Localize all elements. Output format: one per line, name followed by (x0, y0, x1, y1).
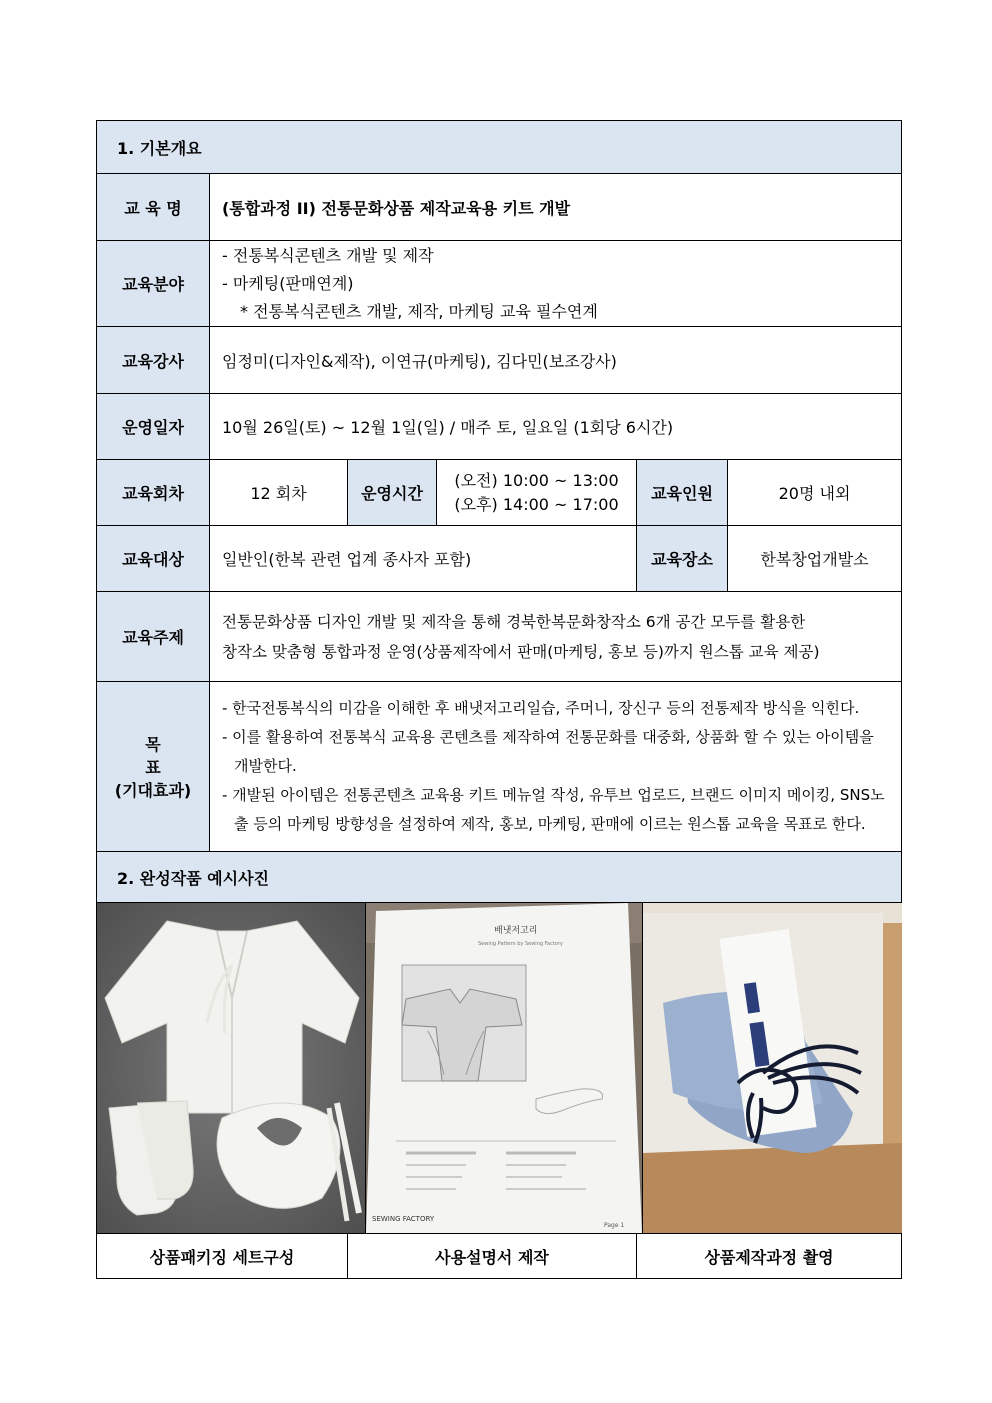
dates-value: 10월 26일(토) ~ 12월 1일(일) / 매주 토, 일요일 (1회당 6시간) (210, 394, 902, 460)
course-name-value: (통합과정 II) 전통문화상품 제작교육용 키트 개발 (210, 174, 902, 241)
field-value (210, 241, 902, 327)
label-goal (97, 682, 210, 852)
sheet-title: 배냇저고리 (494, 926, 538, 936)
product-box-illustration (643, 903, 902, 1233)
goal-label: 목 표 (145, 735, 185, 777)
instructor-value: 임정미(디자인&제작), 이연규(마케팅), 김다민(보조강사) (210, 327, 902, 394)
hours-value (437, 460, 637, 526)
goal-item: - 한국전통복식의 미감을 이해한 후 배냇저고리일습, 주머니, 장신구 등의 전통제작 방식을 익힌다. (222, 699, 860, 717)
target-value: 일반인(한복 관련 업계 종사자 포함) (210, 526, 637, 592)
hours-am: (오전) 10:00 ~ 13:00 (454, 470, 619, 490)
label-target: 교육대상 (97, 526, 210, 592)
section-title-overview: 1. 기본개요 (97, 121, 902, 174)
goal-item: - 개발된 아이템은 전통콘텐츠 교육용 키트 메뉴얼 작성, 유투브 업로드, 브랜드 이미지 메이킹, SNS노출 등의 마케팅 방향성을 설정하여 제작, 홍보, 마케팅, 판매에 이르는 원스톱 교육을 목표로 한다. (222, 786, 885, 833)
baby-garment-illustration (97, 903, 365, 1233)
goal-sublabel: (기대효과) (114, 781, 192, 800)
caption-package-set: 상품패키징 세트구성 (97, 1234, 348, 1279)
label-dates: 운영일자 (97, 394, 210, 460)
place-value: 한복창업개발소 (728, 526, 902, 592)
label-field: 교육분야 (97, 241, 210, 327)
label-instructor: 교육강사 (97, 327, 210, 394)
caption-manual: 사용설명서 제작 (348, 1234, 637, 1279)
label-sessions: 교육회차 (97, 460, 210, 526)
theme-line: 창작소 맞춤형 통합과정 운영(상품제작에서 판매(마케팅, 홍보 등)까지 원스톱 교육 제공) (222, 642, 820, 661)
section-title-photos: 2. 완성작품 예시사진 (97, 852, 902, 903)
hours-pm: (오후) 14:00 ~ 17:00 (454, 494, 619, 514)
label-course-name: 교 육 명 (97, 174, 210, 241)
caption-production: 상품제작과정 촬영 (637, 1234, 902, 1279)
theme-line: 전통문화상품 디자인 개발 및 제작을 통해 경북한복문화창작소 6개 공간 모두를 활용한 (222, 612, 806, 631)
field-note: * 전통복식콘텐츠 개발, 제작, 마케팅 교육 필수연계 (240, 301, 598, 321)
label-hours: 운영시간 (348, 460, 437, 526)
sheet-page: Page 1 (604, 1222, 625, 1229)
sheet-brand: SEWING FACTORY (372, 1215, 435, 1223)
overview-table (96, 120, 902, 1279)
photo-manual (366, 903, 643, 1233)
goal-value (210, 682, 902, 852)
pattern-sheet-illustration (366, 903, 642, 1233)
label-place: 교육장소 (637, 526, 728, 592)
field-line: - 전통복식콘텐츠 개발 및 제작 (222, 245, 434, 265)
document (96, 120, 901, 1279)
sessions-value: 12 회차 (210, 460, 348, 526)
capacity-value: 20명 내외 (728, 460, 902, 526)
photo-production (643, 903, 902, 1233)
photo-package-set (97, 903, 366, 1233)
goal-item: - 이를 활용하여 전통복식 교육용 콘텐츠를 제작하여 전통문화를 대중화, 상품화 할 수 있는 아이템을 개발한다. (222, 728, 874, 775)
sheet-subtitle: Sewing Pattern by Sewing Factory (478, 941, 563, 947)
label-capacity: 교육인원 (637, 460, 728, 526)
field-line: - 마케팅(판매연계) (222, 273, 354, 293)
theme-value (210, 592, 902, 682)
label-theme: 교육주제 (97, 592, 210, 682)
photo-row (97, 903, 902, 1234)
